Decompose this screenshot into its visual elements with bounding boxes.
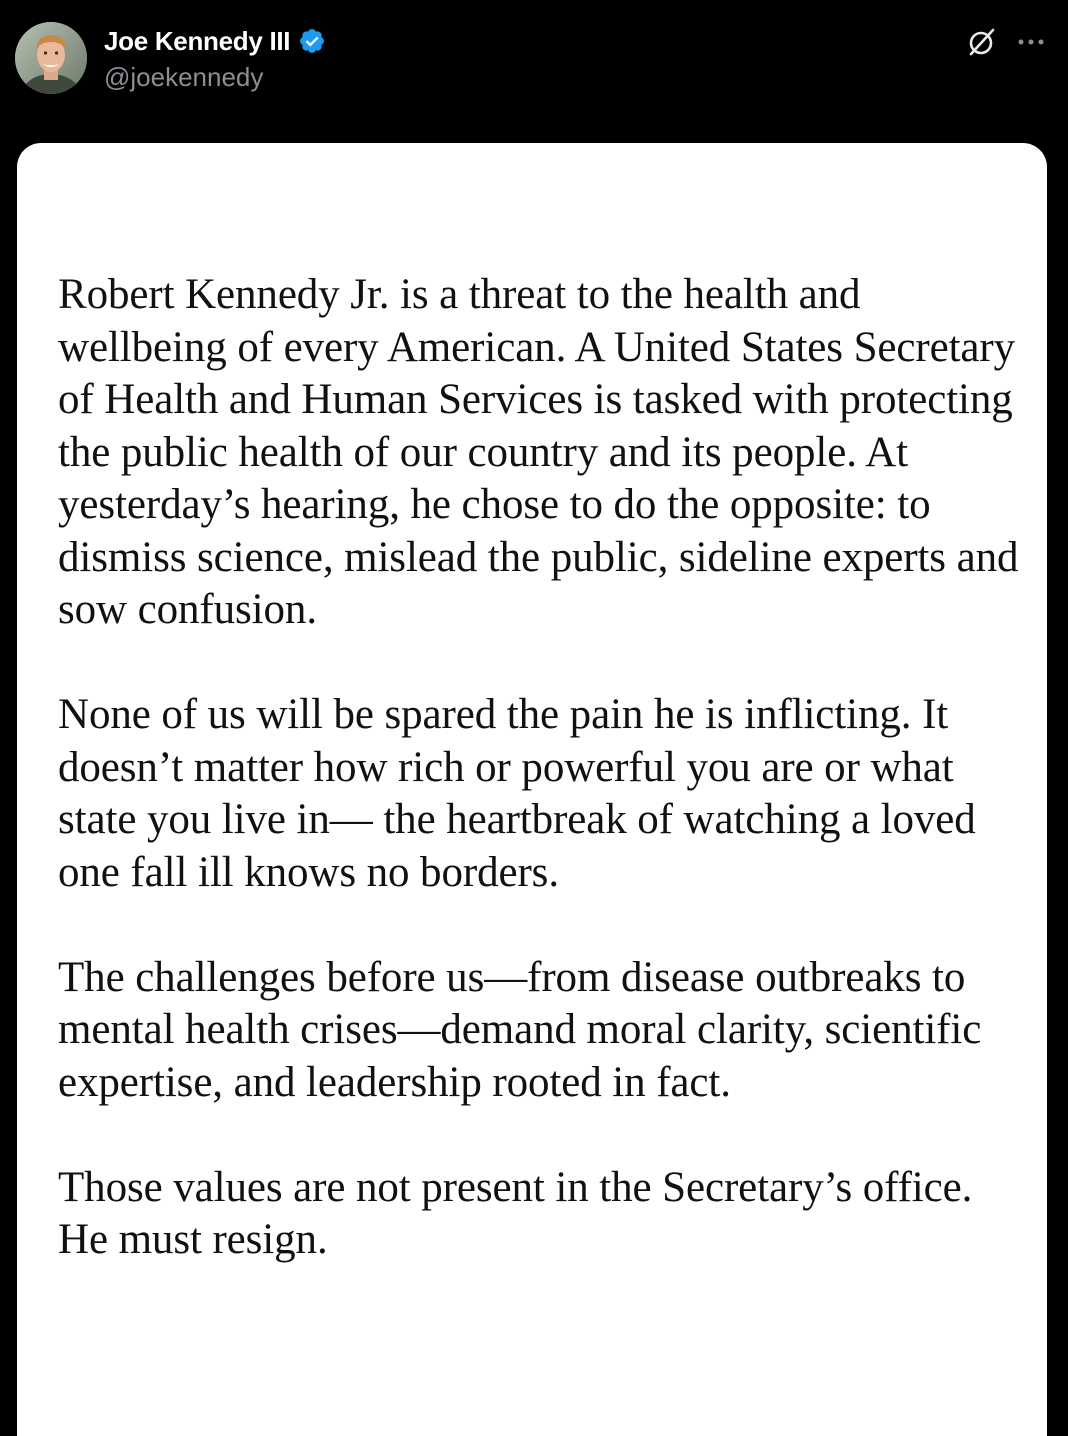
statement-image-card[interactable] xyxy=(17,143,1047,1436)
post-header xyxy=(0,0,1068,140)
more-icon[interactable] xyxy=(1014,28,1048,56)
avatar[interactable] xyxy=(15,22,87,94)
statement-paragraph: Robert Kennedy Jr. is a threat to the health and wellbeing of every American. A United States Secretary of Health and Human Services is tasked with protecting the public health of our country and its people. At yesterday’s hearing, he chose to do the opposite: to dismiss science, mislead the public, sideline experts and sow confusion. xyxy=(58,271,1019,633)
author-display-name[interactable]: Joe Kennedy III xyxy=(104,26,291,56)
grok-icon[interactable] xyxy=(964,25,998,59)
statement-text xyxy=(58,269,1028,1267)
avatar-photo xyxy=(15,22,87,94)
statement-paragraph: Those values are not present in the Secretary’s office. He must resign. xyxy=(58,1163,973,1263)
statement-paragraph: The challenges before us—from disease outbreaks to mental health crises—demand moral clarity, scientific expertise, and leadership rooted in fact. xyxy=(58,953,982,1106)
author-handle[interactable]: @joekennedy xyxy=(104,62,264,92)
statement-paragraph: None of us will be spared the pain he is inflicting. It doesn’t matter how rich or powerful you are or what state you live in— the heartbreak of watching a loved one fall ill knows no borders. xyxy=(58,691,976,896)
verified-badge-icon[interactable] xyxy=(298,27,326,55)
author-name-row xyxy=(104,24,326,58)
